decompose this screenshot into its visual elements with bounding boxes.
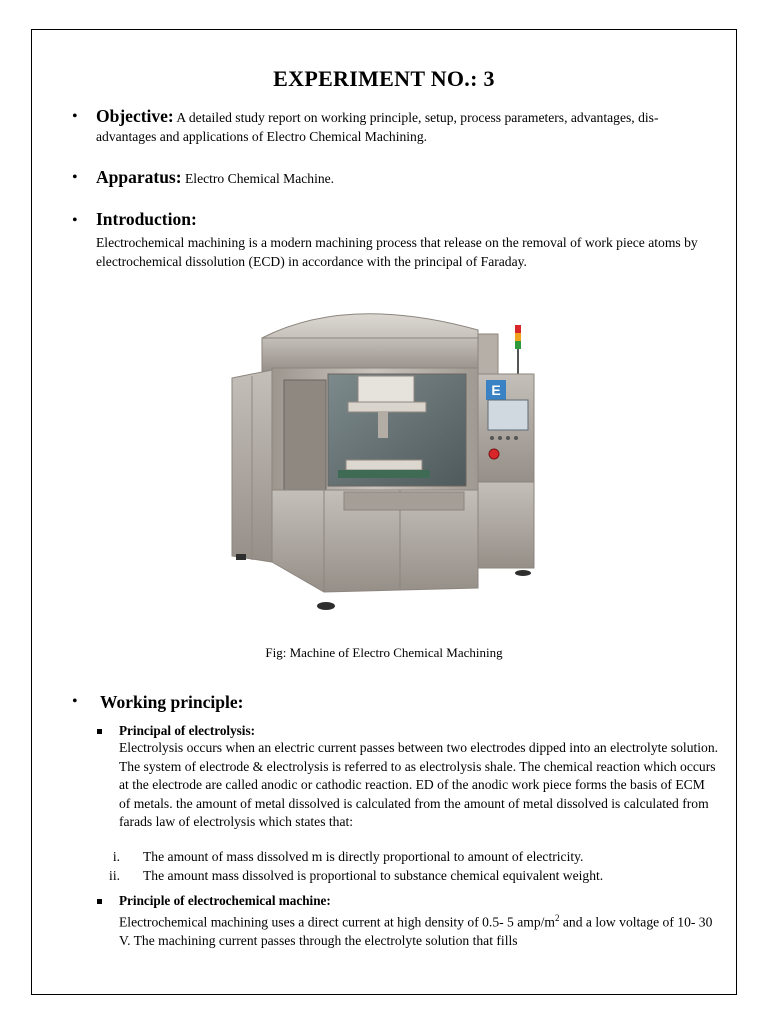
tool-electrode (378, 412, 388, 438)
objective-heading: Objective: (96, 106, 174, 126)
signal-light-red (515, 325, 521, 333)
square-bullet (97, 899, 102, 904)
panel-button (514, 436, 518, 440)
ecm-machine-illustration (228, 300, 540, 616)
ecm-superscript: 2 (555, 913, 560, 923)
spindle-head (358, 376, 414, 402)
bullet-dot: • (72, 212, 78, 229)
panel-button (498, 436, 502, 440)
introduction-text: Electrochemical machining is a modern machining process that release on the removal of work piece atoms by electrochemical dissolution (ECD) in accordance with the principal of Faraday. (96, 235, 698, 269)
ecm-heading: Principle of electrochemical machine: (119, 893, 331, 908)
electrolysis-text: Electrolysis occurs when an electric current passes between two electrodes dipped into an electrolyte solution. The system of electrode & electrolysis is referred to as electrolysis shale. The chemical reaction which occurs at the electrode are called anodic or cathodic reaction. ED of the anodic work piece forms the basis of ECM of metals. the amount of metal dissolved is calculated from the amount of metal dissolved is calculated from farads law of electrolysis which states that: (119, 740, 719, 830)
introduction-heading-wrap (96, 210, 706, 231)
control-screen (488, 400, 528, 430)
emergency-stop-button (489, 449, 499, 459)
signal-light-pole (517, 349, 519, 375)
bullet-dot: • (72, 693, 78, 710)
panel-logo-letter: E (491, 382, 501, 398)
hood-band (262, 338, 478, 372)
bullet-dot: • (72, 169, 78, 186)
ecm-machine-figure (228, 300, 540, 616)
apparatus-heading: Apparatus: (96, 167, 182, 187)
page-title: EXPERIMENT NO.: 3 (273, 66, 495, 91)
back-tower (478, 334, 498, 376)
work-table (338, 470, 430, 478)
law-number: i. (112, 849, 120, 864)
law-number: ii. (109, 868, 120, 883)
law-item (100, 849, 720, 865)
panel-button (506, 436, 510, 440)
window-left-door (284, 380, 326, 492)
signal-light-green (515, 341, 521, 349)
signal-light-amber (515, 333, 521, 341)
law-item (100, 868, 720, 884)
panel-button (490, 436, 494, 440)
electrolysis-heading: Principal of electrolysis: (119, 723, 255, 738)
objective-text: A detailed study report on working principle, setup, process parameters, advantages, dis-advantages and applications of Electro Chemical Machining. (96, 110, 659, 144)
objective-section (96, 107, 706, 146)
tool-holder (348, 402, 426, 412)
introduction-heading: Introduction: (96, 209, 197, 229)
working-principle-heading: Working principle: (100, 692, 244, 712)
law-text: The amount of mass dissolved m is directly proportional to amount of electricity. (143, 849, 584, 864)
machine-foot (317, 602, 335, 610)
drip-tray (344, 492, 464, 510)
ecm-text-part: Electrochemical machining uses a direct current at high density of 0.5- 5 amp/m (119, 914, 555, 930)
law-text: The amount mass dissolved is proportional to substance chemical equivalent weight. (143, 868, 604, 883)
workpiece-fixture (346, 460, 422, 470)
ecm-text (119, 909, 719, 951)
bullet-dot: • (72, 108, 78, 125)
machine-foot (515, 570, 531, 576)
square-bullet (97, 729, 102, 734)
right-cabinet (478, 482, 534, 568)
ecm-text-part: and a low voltage of 10- 30 V. The machining current passes through the electrolyte solution that fills (119, 914, 713, 949)
figure-caption: Fig: Machine of Electro Chemical Machining (265, 645, 503, 660)
machine-foot (236, 554, 246, 560)
apparatus-section (96, 168, 706, 189)
apparatus-text: Electro Chemical Machine. (184, 171, 335, 186)
